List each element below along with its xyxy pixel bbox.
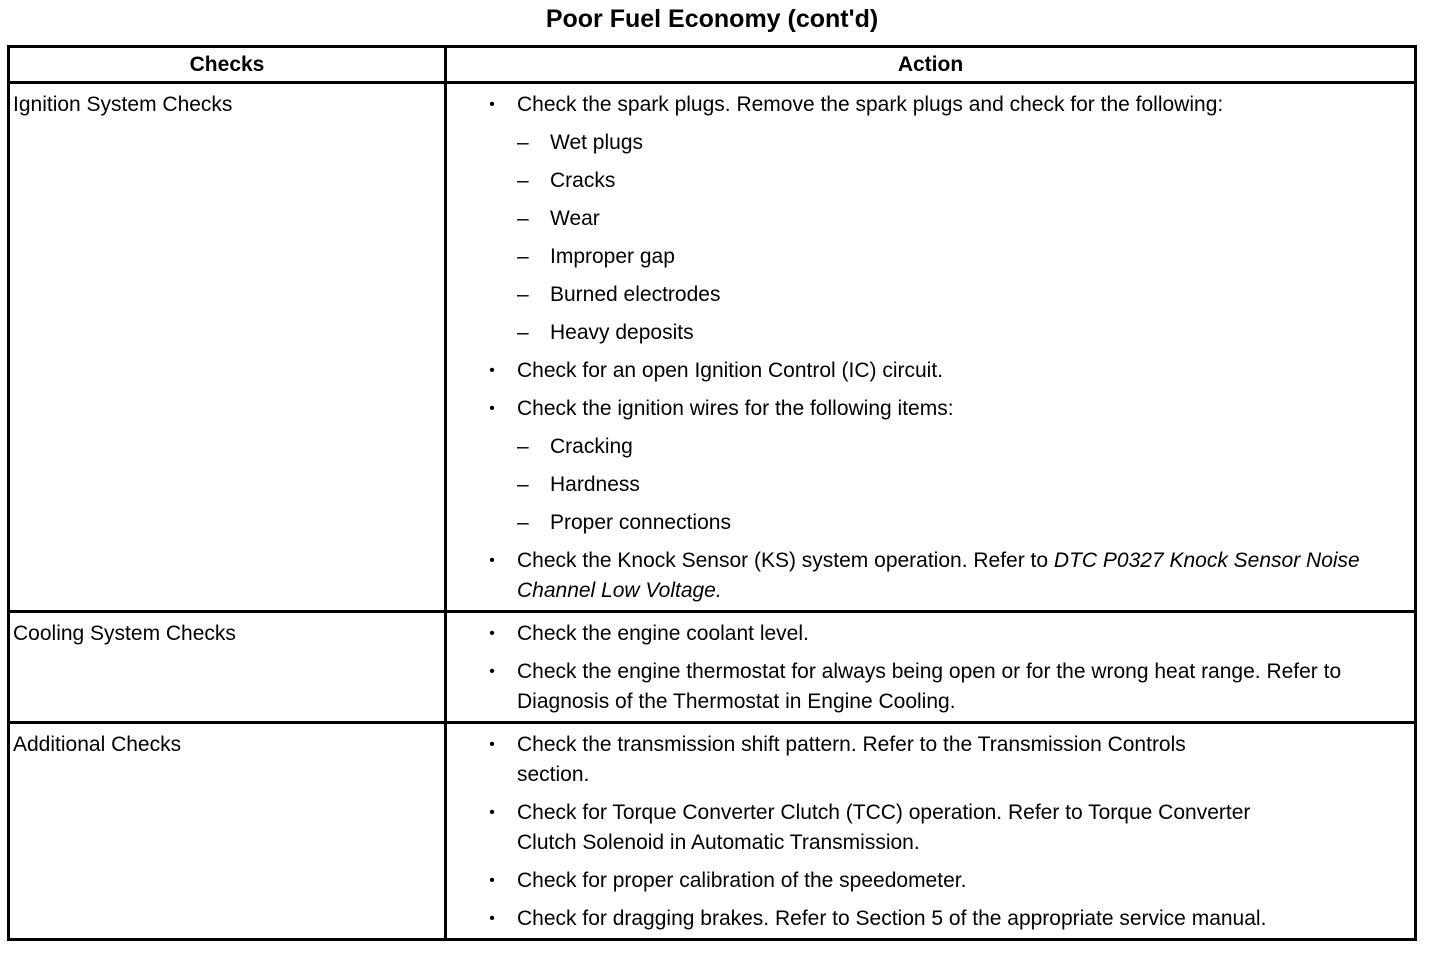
action-item bbox=[485, 619, 1394, 649]
checks-column-header: Checks bbox=[9, 47, 446, 83]
action-cell bbox=[446, 83, 1416, 612]
action-item bbox=[485, 356, 1394, 386]
check-name: Cooling System Checks bbox=[9, 612, 446, 723]
sub-item-text: Wear bbox=[550, 207, 600, 230]
sub-item bbox=[517, 166, 1394, 196]
action-list bbox=[485, 90, 1394, 606]
action-item bbox=[485, 904, 1394, 934]
action-text: Check the ignition wires for the following items: bbox=[517, 397, 954, 420]
action-text: Check for dragging brakes. Refer to Section 5 of the appropriate service manual. bbox=[517, 907, 1267, 930]
action-item bbox=[485, 394, 1394, 538]
action-item bbox=[485, 546, 1394, 606]
sub-item-text: Cracking bbox=[550, 435, 633, 458]
action-list bbox=[485, 730, 1394, 934]
sub-item bbox=[517, 470, 1394, 500]
sub-item bbox=[517, 242, 1394, 272]
action-item bbox=[485, 657, 1394, 717]
sub-item-text: Burned electrodes bbox=[550, 283, 721, 306]
bullet-icon: • bbox=[489, 736, 495, 753]
action-item bbox=[485, 866, 1394, 896]
action-text: Check for an open Ignition Control (IC) circuit. bbox=[517, 359, 944, 382]
sub-item-text: Proper connections bbox=[550, 511, 731, 534]
check-name: Additional Checks bbox=[9, 723, 446, 940]
reference-link-text: DTC P0327 Knock Sensor Noise Channel Low Voltage. bbox=[517, 549, 1360, 602]
sub-item bbox=[517, 432, 1394, 462]
action-text: Check the Knock Sensor (KS) system operation. Refer to bbox=[517, 549, 1054, 572]
sub-item bbox=[517, 204, 1394, 234]
action-list bbox=[485, 619, 1394, 717]
action-cell bbox=[446, 612, 1416, 723]
action-item bbox=[485, 730, 1394, 790]
bullet-icon: • bbox=[489, 872, 495, 889]
dash-icon: – bbox=[517, 321, 529, 344]
bullet-icon: • bbox=[489, 625, 495, 642]
dash-icon: – bbox=[517, 207, 529, 230]
dash-icon: – bbox=[517, 131, 529, 154]
sub-item bbox=[517, 280, 1394, 310]
action-column-header: Action bbox=[446, 47, 1416, 83]
page-title: Poor Fuel Economy (cont'd) bbox=[545, 5, 879, 33]
sub-item bbox=[517, 508, 1394, 538]
action-item bbox=[485, 90, 1394, 348]
action-cell bbox=[446, 723, 1416, 940]
action-item bbox=[485, 798, 1394, 858]
sub-item bbox=[517, 318, 1394, 348]
bullet-icon: • bbox=[489, 552, 495, 569]
table-row bbox=[9, 723, 1416, 940]
bullet-icon: • bbox=[489, 663, 495, 680]
action-text: Check the engine thermostat for always being open or for the wrong heat range. Refer to Diagnosis of the Thermostat in Engine Cooling. bbox=[517, 660, 1342, 713]
dash-icon: – bbox=[517, 473, 529, 496]
sub-list bbox=[517, 128, 1394, 348]
action-text: Check the spark plugs. Remove the spark plugs and check for the following: bbox=[517, 93, 1224, 116]
table-row bbox=[9, 83, 1416, 612]
bullet-icon: • bbox=[489, 96, 495, 113]
dash-icon: – bbox=[517, 435, 529, 458]
bullet-icon: • bbox=[489, 804, 495, 821]
sub-item-text: Hardness bbox=[550, 473, 640, 496]
dash-icon: – bbox=[517, 169, 529, 192]
sub-item-text: Heavy deposits bbox=[550, 321, 694, 344]
sub-item-text: Wet plugs bbox=[550, 131, 643, 154]
bullet-icon: • bbox=[489, 362, 495, 379]
action-text: Check for proper calibration of the speedometer. bbox=[517, 869, 967, 892]
dash-icon: – bbox=[517, 245, 529, 268]
table-header-row bbox=[9, 47, 1416, 83]
table-row bbox=[9, 612, 1416, 723]
sub-item-text: Improper gap bbox=[550, 245, 675, 268]
sub-list bbox=[517, 432, 1394, 538]
check-name: Ignition System Checks bbox=[9, 83, 446, 612]
action-text: Check the engine coolant level. bbox=[517, 622, 809, 645]
sub-item-text: Cracks bbox=[550, 169, 616, 192]
diagnosis-table bbox=[7, 45, 1417, 941]
dash-icon: – bbox=[517, 283, 529, 306]
action-text: Check for Torque Converter Clutch (TCC) operation. Refer to Torque Converter Clutch Solenoid in Automatic Transmission. bbox=[517, 801, 1251, 854]
bullet-icon: • bbox=[489, 400, 495, 417]
action-text: Check the transmission shift pattern. Refer to the Transmission Controls section. bbox=[517, 733, 1186, 786]
sub-item bbox=[517, 128, 1394, 158]
dash-icon: – bbox=[517, 511, 529, 534]
bullet-icon: • bbox=[489, 910, 495, 927]
